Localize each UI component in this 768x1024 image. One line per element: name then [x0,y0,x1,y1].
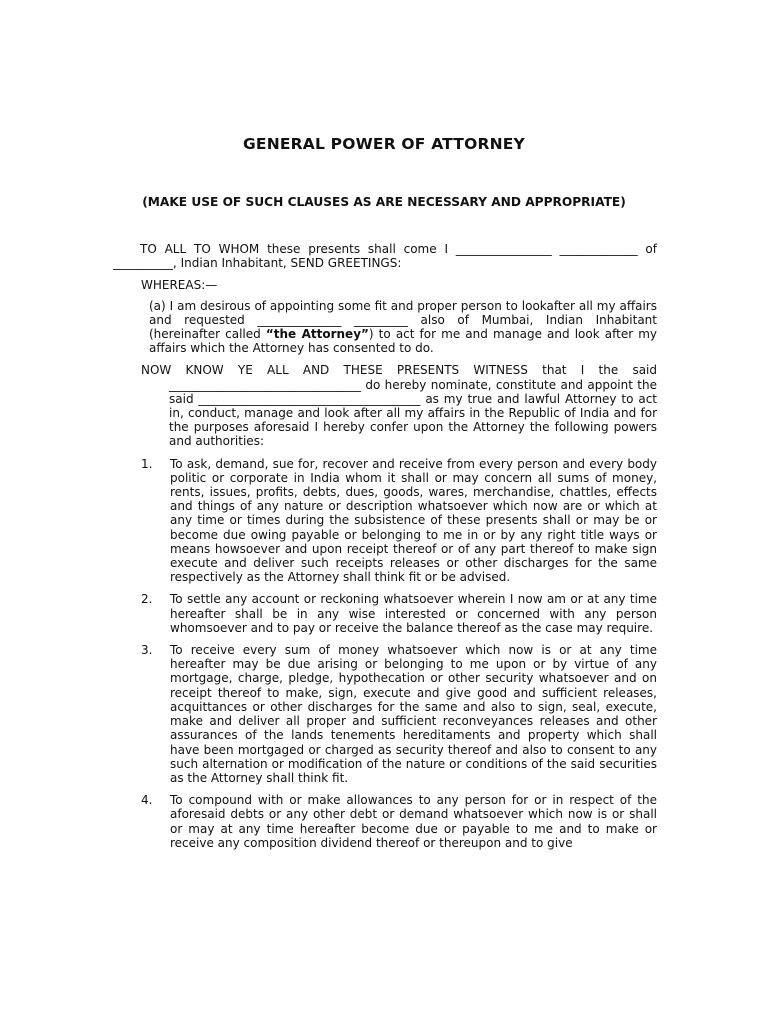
clause-a-paragraph [149,299,657,356]
whereas-heading: WHEREAS:— [141,278,218,293]
clause-a-attorney-term: “the Attorney” [265,327,369,342]
list-item [141,643,657,785]
list-item-text: To compound with or make allowances to any person for or in respect of the aforesaid debts or any other debt or demand whatsoever which now is or shall or may at any time hereafter become due or payable to me and to make or receive any composition dividend thereof or thereupon and to give [170,793,657,850]
document-title: GENERAL POWER OF ATTORNEY [243,135,525,153]
list-item-number: 3. [141,643,153,658]
list-item [141,592,657,635]
list-item-text: To ask, demand, sue for, recover and receive from every person and every body politic or corporate in India whom it shall or may concern all sums of money, rents, issues, profits, debts, dues, goods, wares, merchandise, chattles, effects and things of any nature or description whatsoever which now are or which at any time or times during the subsistence of these presents shall or may be or become due owing payable or belonging to me in or by any right title ways or means howsoever and upon receipt thereof or of any part thereof to make sign execute and deliver such receipts releases or other discharges for the same respectively as the Attorney shall think fit or be advised. [170,456,657,585]
now-know-paragraph: NOW KNOW YE ALL AND THESE PRESENTS WITNESS that I the said ________________________________ do hereby nominate, constitute and appoint the said _____________________________________ as my true and lawful Attorney to act in, conduct, manage and look after all my affairs in the Republic of India and for the purposes aforesaid I hereby confer upon the Attorney the following powers and authorities: [141,363,657,449]
clause-a-text-before: (a) I am desirous of appointing some fit and proper person to lookafter all my affairs and requested ______________ _________ also of Mumbai, Indian Inhabitant (hereinafter called [149,298,657,342]
document-subtitle: (MAKE USE OF SUCH CLAUSES AS ARE NECESSARY AND APPROPRIATE) [142,195,626,209]
powers-list [113,457,657,850]
list-item-text: To receive every sum of money whatsoever which now is or at any time hereafter may be due arising or belonging to me upon or by virtue of any mortgage, charge, pledge, hypothecation or other security whatsoever and on receipt thereof to make, sign, execute and give good and sufficient releases, acquittances or other discharges for the same and also to sign, seal, execute, make and deliver all proper and sufficient reconveyances releases and other assurances of the lands tenements hereditaments and property which shall have been mortgaged or charged as security thereof and also to consent to any such alternation or modification of the nature or conditions of the said securities as the Attorney shall think fit. [170,643,657,785]
clause-a-text-after: ) to act for me and manage and look after my affairs which the Attorney has consented to do. [149,327,658,356]
list-item-number: 1. [141,456,153,471]
list-item-number: 2. [141,592,153,607]
list-item-text: To settle any account or reckoning whatsoever wherein I now am or at any time hereafter shall be in any wise interested or concerned with any person whomsoever and to pay or receive the balance thereof as the case may require. [170,592,657,635]
document-body [113,242,657,858]
list-item [141,457,657,585]
list-item [141,793,657,850]
greeting-paragraph: TO ALL TO WHOM these presents shall come I ________________ _____________ of __________, Indian Inhabitant, SEND GREETINGS: [113,242,657,271]
list-item-number: 4. [141,793,153,808]
